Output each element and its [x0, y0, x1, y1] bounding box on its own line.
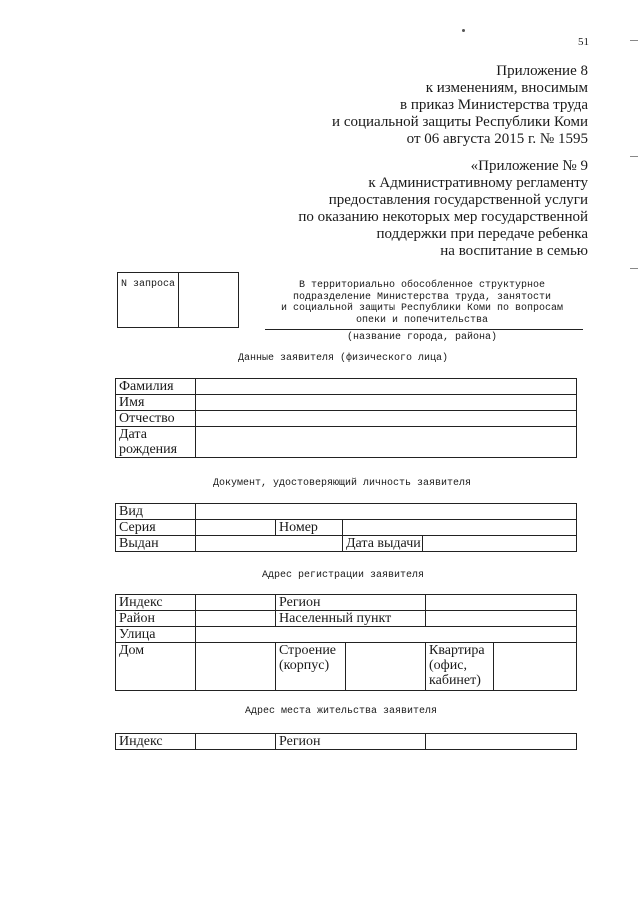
section-applicant-title: Данные заявителя (физического лица) — [238, 353, 449, 364]
section-document-title: Документ, удостоверяющий личность заявителя — [213, 478, 472, 489]
surname-label: Фамилия — [116, 379, 196, 395]
birth-date-label — [116, 427, 196, 458]
reg-district-label: Район — [116, 611, 196, 627]
reg-index-field[interactable] — [196, 595, 276, 611]
appendix-9-line: на воспитание в семью — [440, 243, 588, 259]
doc-number-field[interactable] — [343, 520, 577, 536]
reg-district-field[interactable] — [196, 611, 276, 627]
doc-issue-date-field[interactable] — [423, 536, 577, 552]
appendix-8-line: Приложение 8 — [496, 63, 588, 79]
page-number: 51 — [578, 36, 589, 48]
appendix-9-line: «Приложение № 9 — [470, 158, 588, 174]
doc-series-label: Серия — [116, 520, 196, 536]
doc-type-label: Вид — [116, 504, 196, 520]
reg-apartment-label-line: кабинет) — [429, 673, 481, 688]
appendix-9-line: по оказанию некоторых мер государственной — [298, 209, 588, 225]
reg-building-label-line: Строение — [279, 643, 337, 658]
residence-table — [115, 733, 577, 750]
reg-locality-field[interactable] — [426, 611, 577, 627]
doc-series-field[interactable] — [196, 520, 276, 536]
name-field[interactable] — [196, 395, 577, 411]
res-index-field[interactable] — [196, 734, 276, 750]
appendix-8-line: и социальной защиты Республики Коми — [332, 114, 588, 130]
appendix-9-header — [298, 158, 588, 260]
request-number-label: N запроса — [118, 273, 179, 327]
city-underline — [265, 329, 583, 330]
reg-apartment-label-line: (офис, — [429, 658, 467, 673]
surname-field[interactable] — [196, 379, 577, 395]
reg-street-label: Улица — [116, 627, 196, 643]
scan-speck — [462, 29, 465, 32]
appendix-9-line: поддержки при передаче ребенка — [376, 226, 588, 242]
reg-building-label — [276, 643, 346, 691]
reg-apartment-label-line: Квартира — [429, 643, 485, 658]
birth-date-label-line: Дата — [119, 427, 147, 442]
doc-issue-date-label: Дата выдачи — [343, 536, 423, 552]
birth-date-label-line: рождения — [119, 442, 178, 457]
registration-table — [115, 594, 577, 691]
section-registration-title: Адрес регистрации заявителя — [262, 570, 425, 581]
appendix-8-line: к изменениям, вносимым — [425, 80, 588, 96]
birth-date-field[interactable] — [196, 427, 577, 458]
request-number-box — [117, 272, 239, 328]
patronymic-field[interactable] — [196, 411, 577, 427]
department-line: и социальной защиты Республики Коми по вопросам — [280, 303, 564, 314]
department-address — [262, 280, 582, 326]
reg-building-field[interactable] — [346, 643, 426, 691]
department-line: подразделение Министерства труда, занятости — [292, 291, 552, 303]
department-line: опеки и попечительства — [355, 314, 489, 326]
reg-house-field[interactable] — [196, 643, 276, 691]
reg-street-field[interactable] — [196, 627, 577, 643]
reg-building-label-line: (корпус) — [279, 658, 330, 673]
scan-edge-mark — [630, 40, 638, 41]
appendix-8-header — [332, 63, 588, 148]
appendix-9-line: предоставления государственной услуги — [328, 192, 588, 208]
res-index-label: Индекс — [116, 734, 196, 750]
city-caption: (название города, района) — [346, 332, 498, 343]
reg-region-label: Регион — [276, 595, 426, 611]
reg-region-field[interactable] — [426, 595, 577, 611]
appendix-8-line: от 06 августа 2015 г. № 1595 — [406, 131, 588, 147]
reg-index-label: Индекс — [116, 595, 196, 611]
doc-issued-label: Выдан — [116, 536, 196, 552]
name-label: Имя — [116, 395, 196, 411]
scan-edge-mark — [630, 268, 638, 269]
appendix-9-line: к Административному регламенту — [368, 175, 588, 191]
reg-locality-label: Населенный пункт — [276, 611, 426, 627]
doc-number-label: Номер — [276, 520, 343, 536]
department-line: В территориально обособленное структурное — [298, 280, 546, 291]
res-region-label: Регион — [276, 734, 426, 750]
doc-issued-field[interactable] — [196, 536, 343, 552]
reg-house-label: Дом — [116, 643, 196, 691]
applicant-table — [115, 378, 577, 458]
res-region-field[interactable] — [426, 734, 577, 750]
doc-type-field[interactable] — [196, 504, 577, 520]
section-residence-title: Адрес места жительства заявителя — [245, 706, 438, 717]
appendix-8-line: в приказ Министерства труда — [400, 97, 588, 113]
reg-apartment-field[interactable] — [494, 643, 577, 691]
scan-edge-mark — [630, 156, 638, 157]
reg-apartment-label — [426, 643, 494, 691]
patronymic-label: Отчество — [116, 411, 196, 427]
document-table — [115, 503, 577, 552]
